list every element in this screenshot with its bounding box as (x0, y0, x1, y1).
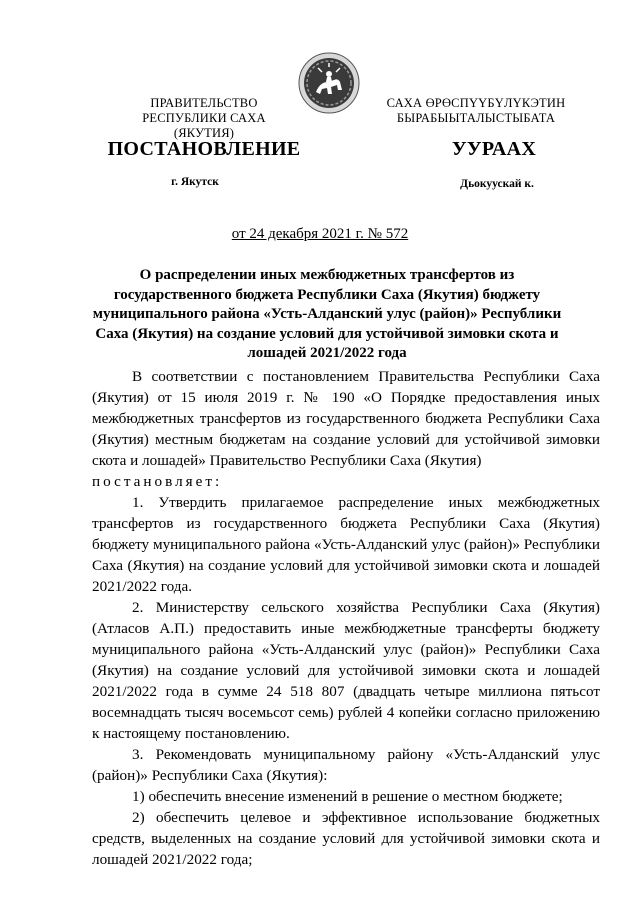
city-right: Дьокуускай к. (460, 178, 534, 190)
header-left-line2: РЕСПУБЛИКИ САХА (ЯКУТИЯ) (142, 111, 266, 140)
paragraph-3-item-1: 1) обеспечить внесение изменений в решение о местном бюджете; (132, 788, 563, 805)
document-title: О распределении иных межбюджетных трансфертов из государственного бюджета Республики Саха (Якутия) бюджету муниципального района «Усть-Алданский улус (район)» Республики Саха (Якутия) на создание условий для устойчивой зимовки скота и лошадей 2021/2022 года (92, 267, 562, 361)
city-left: г. Якутск (171, 176, 219, 188)
paragraph-1: 1. Утвердить прилагаемое распределение иных межбюджетных трансфертов из государственного бюджета Республики Саха (Якутия) бюджету муниципального района «Усть-Алданский улус (район)» Республики Саха (Якутия) на создание условий для устойчивой зимовки скота и лошадей 2021/2022 года. (92, 494, 600, 595)
document-body (92, 366, 600, 870)
decree-date-number: от 24 декабря 2021 г. № 572 (231, 226, 409, 242)
header-left-line1: ПРАВИТЕЛЬСТВО (150, 96, 258, 110)
header-right-line2: БЫРАБЫЫТАЛЫСТЫБАТА (396, 111, 556, 125)
decree-word: постановляет: (92, 473, 223, 490)
title-left: ПОСТАНОВЛЕНИЕ (107, 138, 301, 160)
title-right: УУРААХ (451, 138, 537, 160)
header-right-line1: САХА ӨРӨСПҮҮБҮЛҮКЭТИН (386, 96, 566, 110)
paragraph-3-item-2: 2) обеспечить целевое и эффективное использование бюджетных средств, выделенных на создание условий для устойчивой зимовки скота и лошадей 2021/2022 года; (92, 809, 600, 868)
sakha-coat-of-arms-icon (298, 52, 360, 114)
header-left-block (112, 96, 296, 141)
paragraph-intro: В соответствии с постановлением Правительства Республики Саха (Якутия) от 15 июля 2019 г. № 190 «О Порядке предоставления иных межбюджетных трансфертов из государственного бюджета Республики Саха (Якутия) местным бюджетам на создание условий для устойчивой зимовки скота и лошадей» Правительство Республики Саха (Якутия) (92, 368, 600, 469)
header-right-block (372, 96, 580, 126)
paragraph-2: 2. Министерству сельского хозяйства Республики Саха (Якутия) (Атласов А.П.) предоставить иные межбюджетные трансферты бюджету муниципального района «Усть-Алданский улус (район)» Республики Саха (Якутия) на создание условий для устойчивой зимовки скота и лошадей 2021/2022 года в сумме 24 518 807 (двадцать четыре миллиона пятьсот восемнадцать тысяч восемьсот семь) рублей 4 копейки согласно приложению к настоящему постановлению. (92, 599, 600, 742)
paragraph-3: 3. Рекомендовать муниципальному району «Усть-Алданский улус (район)» Республики Саха (Якутия): (92, 746, 600, 784)
